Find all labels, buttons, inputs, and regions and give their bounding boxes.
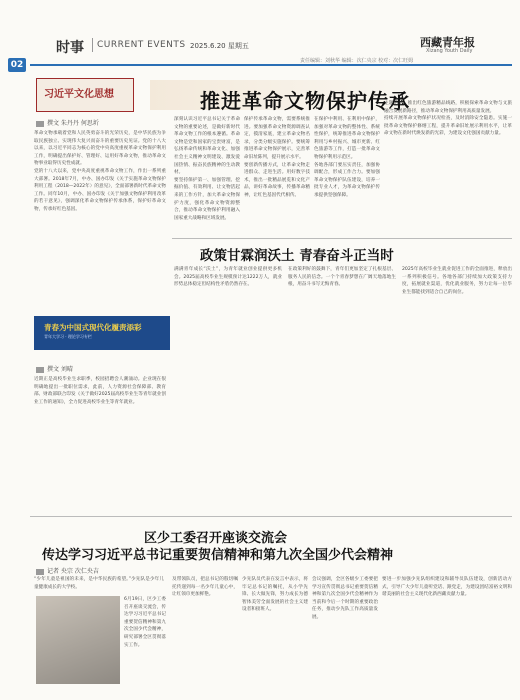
- article1-column-5: [384, 100, 512, 236]
- article3-byline: [36, 566, 99, 575]
- byline-tag-icon: [36, 121, 44, 127]
- article1-column-1: [34, 130, 166, 310]
- article3-photo: [36, 596, 120, 684]
- header-divider: [92, 38, 93, 52]
- article3-byline-text: 记者 央宗 次仁央吉: [47, 568, 99, 575]
- article3-column-3: [242, 576, 308, 692]
- editors-line: 责任编辑：刘秋华 编辑：次仁央宗 校对：次仁旺姆: [300, 58, 414, 64]
- section-title: 时事: [56, 40, 84, 56]
- article2-column-2: [288, 266, 396, 510]
- article3-column-5: [382, 576, 512, 692]
- byline-tag-icon: [36, 367, 44, 373]
- article3-column-4: [312, 576, 378, 692]
- article3-lead: [34, 576, 164, 592]
- section-title-en: CURRENT EVENTS: [97, 40, 186, 50]
- article2-headline: 政策甘霖润沃土 青春奋斗正当时: [200, 248, 394, 264]
- article3-column-2: [172, 576, 238, 692]
- article2-column-3: [402, 266, 512, 510]
- paragraph: 保护传承革命文物，需要系统推进。要加强革命文物资源调查认定，摸清家底，建立革命文物名录，分类分级实施保护。要统筹推进革命文物保护展示，完善革命旧址陈列，提升展示水平。: [244, 117, 310, 160]
- sidebar-byline: [36, 364, 73, 373]
- paragraph: 主题活动，推出红色旅游精品线路，积极探索革命文物与文旅融合发展新路径，推动革命文物保护利用高质量发展。: [384, 101, 512, 114]
- paragraph: 少先队员代表在发言中表示，将牢记总书记的嘱托，从小学先锋、长大做先锋，努力成长为德智体美劳全面发展的社会主义建设者和接班人。: [242, 577, 308, 613]
- paragraph: 满满青年成长“沃土”，为青年就业创业提供更多机会。2025届高校毕业生规模预计达1222万人，就业形势总体稳定但结构性矛盾仍然存在。: [174, 267, 282, 288]
- article1-column-4: [314, 116, 380, 236]
- article1-byline-text: 撰文 朱丹丹 何思圻: [47, 120, 99, 127]
- section-divider: [172, 238, 512, 239]
- article1-headline: 推进革命文物保护传承: [200, 89, 410, 113]
- paragraph: 持续开展革命文物保护状况检查，及时消除安全隐患。实施一批革命文物保护修缮工程，提升革命旧址展示利用水平，让革命文物在新时代焕发新的光彩，为建设文化强国贡献力量。: [384, 116, 512, 137]
- article1-byline: [36, 118, 99, 127]
- section-divider: [30, 516, 512, 517]
- issue-date: 2025.6.20 星期五: [190, 42, 249, 50]
- paragraph: 要坚持保护第一、加强管理、挖掘价值、有效利用、让文物活起来的工作方针，加大革命文物保护力度，强化革命文物资源整合，推动革命文物保护利用融入国家重大战略和区域发展。: [174, 177, 240, 221]
- article1-column-3: [244, 116, 310, 236]
- paragraph: 深刻认识习近平总书记关于革命文物的重要论述，是做好新时代革命文物工作的根本遵循。革命文物是党和国家的宝贵财富，是弘扬革命传统和革命文化、加强社会主义精神文明建设、激发爱国热情、振奋民族精神的生动教材。: [174, 117, 240, 176]
- article3-headline-1: 区少工委召开座谈交流会: [144, 531, 288, 546]
- paragraph: 各地各部门要压实责任，加强协调配合，形成工作合力。要加强革命文物保护队伍建设，培养一批专业人才，为革命文物保护传承提供坚强保障。: [314, 162, 380, 198]
- paragraph: 2025年高校毕业生就业促进工作的全面推进，释放出一系列积极信号。各地各部门持续加大政策支持力度，拓展就业渠道，优化就业服务，努力让每一位毕业生都能找到适合自己的岗位。: [402, 267, 512, 295]
- sidebar-body: [34, 376, 166, 510]
- paragraph: 及带领队员，把总书记的殷切嘱托传递到每一名少年儿童心中，让红领巾更加鲜艳。: [172, 577, 238, 598]
- sidebar-banner-subtitle: 青年大学习 · 理论学习专栏: [44, 334, 92, 339]
- paragraph: 要进一步加强少先队组织建设和辅导员队伍建设，创新活动方式，引导广大少年儿童听党话、跟党走，为建设团结富裕文明和谐美丽的社会主义现代化新西藏贡献力量。: [382, 577, 512, 598]
- paragraph: 近期正是高校毕业生求职季，校园招聘会人潮涌动。企业现在很明确地提出一批职位需求，此前，人力资源社会保障部、教育部、财政部联合印发《关于做好2025届高校毕业生等青年就业创业工作的通知》，全力促进高校毕业生等青年就业。: [34, 377, 166, 405]
- article2-column-1: [174, 266, 282, 510]
- sidebar-byline-text: 撰文 刘晴: [47, 366, 73, 373]
- article1-column-2: [174, 116, 240, 236]
- column-logo: 习近平文化思想: [44, 89, 114, 100]
- header-rule: [30, 64, 512, 66]
- paragraph: 在政策利好的鼓舞下，青年们更加坚定了扎根基层、服务人民的信念。一个个青春梦想在广阔天地落地生根，用奋斗书写无悔青春。: [288, 267, 396, 288]
- paragraph: “少年儿童是祖国的未来，是中华民族的希望。”少先队是少年儿童健康成长的大学校。: [34, 577, 164, 590]
- paragraph: 会议强调，全区各级少工委要把学习宣传贯彻总书记重要贺信精神和第九次全国少代会精神作为当前和今后一个时期的重要政治任务，推动少先队工作高质量发展。: [312, 577, 378, 620]
- newspaper-name: 西藏青年报: [420, 36, 475, 49]
- article3-column-1: [124, 596, 166, 692]
- paragraph: 党的十八大以来，党中央高度重视革命文物工作，作出一系列重大部署。2018年7月，中办、国办印发《关于实施革命文物保护利用工程（2018—2022年）的意见》，全面部署新时代革命文物工作。同年10月，中办、国办印发《关于加强文物保护利用改革的若干意见》，强调深化革命文物保护传承体系，保护好革命文物，传承好红色基因。: [34, 168, 166, 212]
- paragraph: 革命文物承载着党和人民英勇奋斗的光荣历史，是中华民族为争取民族独立、实现伟大复兴而奋斗的重要历史见证。党的十八大以来，以习近平同志为核心的党中央高度重视革命文物保护利用工作，明确提出保护好、管理好、运用好革命文物，推动革命文物事业取得历史性成就。: [34, 131, 166, 167]
- paragraph: 要创新传播方式，让革命文物走进群众、走进生活。用好数字技术，推出一批精品展览和文化产品，讲好革命故事，传播革命精神，让红色基因代代相传。: [244, 162, 310, 198]
- article3-headline-2: 传达学习习近平总书记重要贺信精神和第九次全国少代会精神: [42, 548, 394, 563]
- paragraph: 在保护中利用、在利用中保护，加强对革命文物的整体性、系统性保护，统筹推进革命文物保护利用与乡村振兴、城市更新、红色旅游等工作，打造一批革命文物保护利用示范区。: [314, 117, 380, 160]
- byline-tag-icon: [36, 569, 44, 575]
- page-number-badge: 02: [8, 58, 26, 72]
- newspaper-name-en: Xizang Youth Daily: [426, 48, 473, 54]
- sidebar-banner-title: 青春为中国式现代化履责添彩: [44, 323, 142, 332]
- paragraph: 6月19日，区少工委召开座谈交流会，传达学习习近平总书记重要贺信精神和第九次全国少代会精神，研究部署全区贯彻落实工作。: [124, 597, 166, 648]
